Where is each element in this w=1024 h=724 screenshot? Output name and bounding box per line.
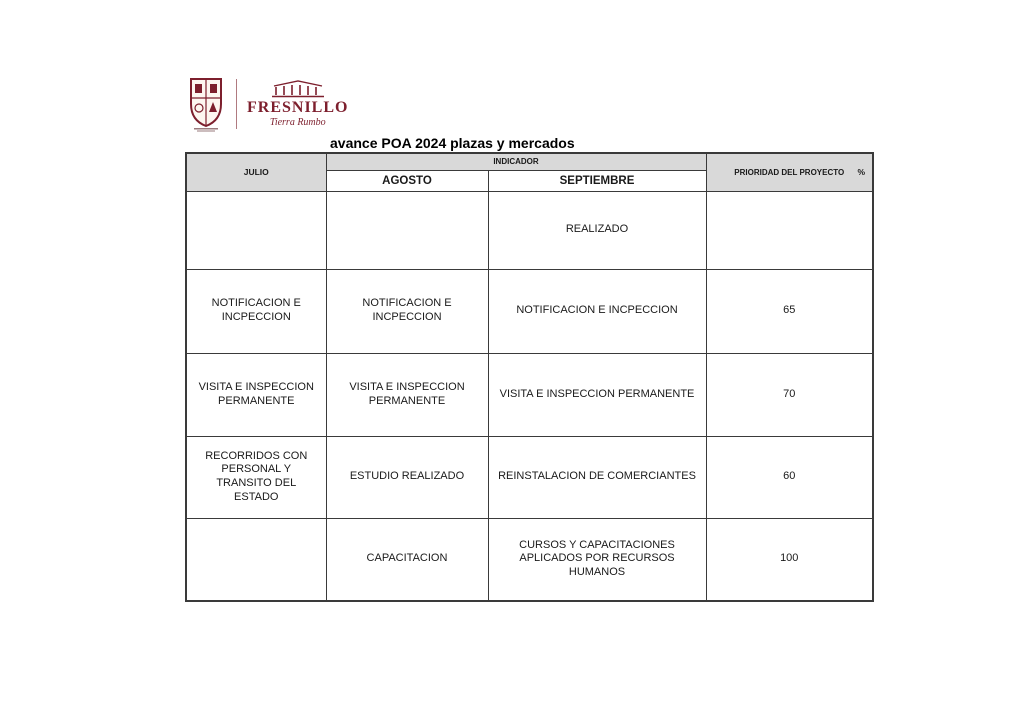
cell-agosto: ESTUDIO REALIZADO bbox=[326, 436, 488, 518]
cell-julio bbox=[186, 191, 326, 269]
cell-prioridad: 65 bbox=[706, 269, 873, 353]
fresnillo-logo bbox=[247, 80, 348, 128]
fresnillo-building-icon bbox=[270, 80, 326, 100]
cell-prioridad: 70 bbox=[706, 353, 873, 436]
cell-prioridad: 60 bbox=[706, 436, 873, 518]
cell-agosto: CAPACITACION bbox=[326, 518, 488, 601]
table-row bbox=[186, 436, 873, 518]
table-row bbox=[186, 269, 873, 353]
cell-septiembre: NOTIFICACION E INCPECCION bbox=[488, 269, 706, 353]
cell-julio bbox=[186, 518, 326, 601]
cell-septiembre: VISITA E INSPECCION PERMANENTE bbox=[488, 353, 706, 436]
cell-septiembre: REALIZADO bbox=[488, 191, 706, 269]
cell-agosto: NOTIFICACION E INCPECCION bbox=[326, 269, 488, 353]
logo-divider bbox=[236, 79, 237, 129]
table-row bbox=[186, 353, 873, 436]
cell-julio: VISITA E INSPECCION PERMANENTE bbox=[186, 353, 326, 436]
cell-septiembre: REINSTALACION DE COMERCIANTES bbox=[488, 436, 706, 518]
page-title: avance POA 2024 plazas y mercados bbox=[330, 135, 575, 151]
column-header-agosto: AGOSTO bbox=[326, 170, 488, 191]
prioridad-label: PRIORIDAD DEL PROYECTO bbox=[734, 167, 845, 177]
fresnillo-crest-icon bbox=[186, 76, 226, 132]
poa-progress-table bbox=[185, 152, 874, 602]
cell-prioridad bbox=[706, 191, 873, 269]
cell-agosto bbox=[326, 191, 488, 269]
fresnillo-slogan: Tierra Rumbo bbox=[269, 117, 326, 128]
cell-prioridad: 100 bbox=[706, 518, 873, 601]
table-row bbox=[186, 191, 873, 269]
column-header-indicador: INDICADOR bbox=[326, 153, 706, 170]
cell-julio: RECORRIDOS CON PERSONAL Y TRANSITO DEL ESTADO bbox=[186, 436, 326, 518]
cell-septiembre: CURSOS Y CAPACITACIONES APLICADOS POR RECURSOS HUMANOS bbox=[488, 518, 706, 601]
column-header-prioridad bbox=[706, 153, 873, 191]
logo-block bbox=[186, 76, 348, 132]
percent-label: % bbox=[857, 167, 865, 178]
table-row bbox=[186, 518, 873, 601]
fresnillo-wordmark: FRESNILLO bbox=[247, 99, 349, 116]
column-header-septiembre: SEPTIEMBRE bbox=[488, 170, 706, 191]
cell-agosto: VISITA E INSPECCION PERMANENTE bbox=[326, 353, 488, 436]
cell-julio: NOTIFICACION E INCPECCION bbox=[186, 269, 326, 353]
column-header-julio: JULIO bbox=[186, 153, 326, 191]
